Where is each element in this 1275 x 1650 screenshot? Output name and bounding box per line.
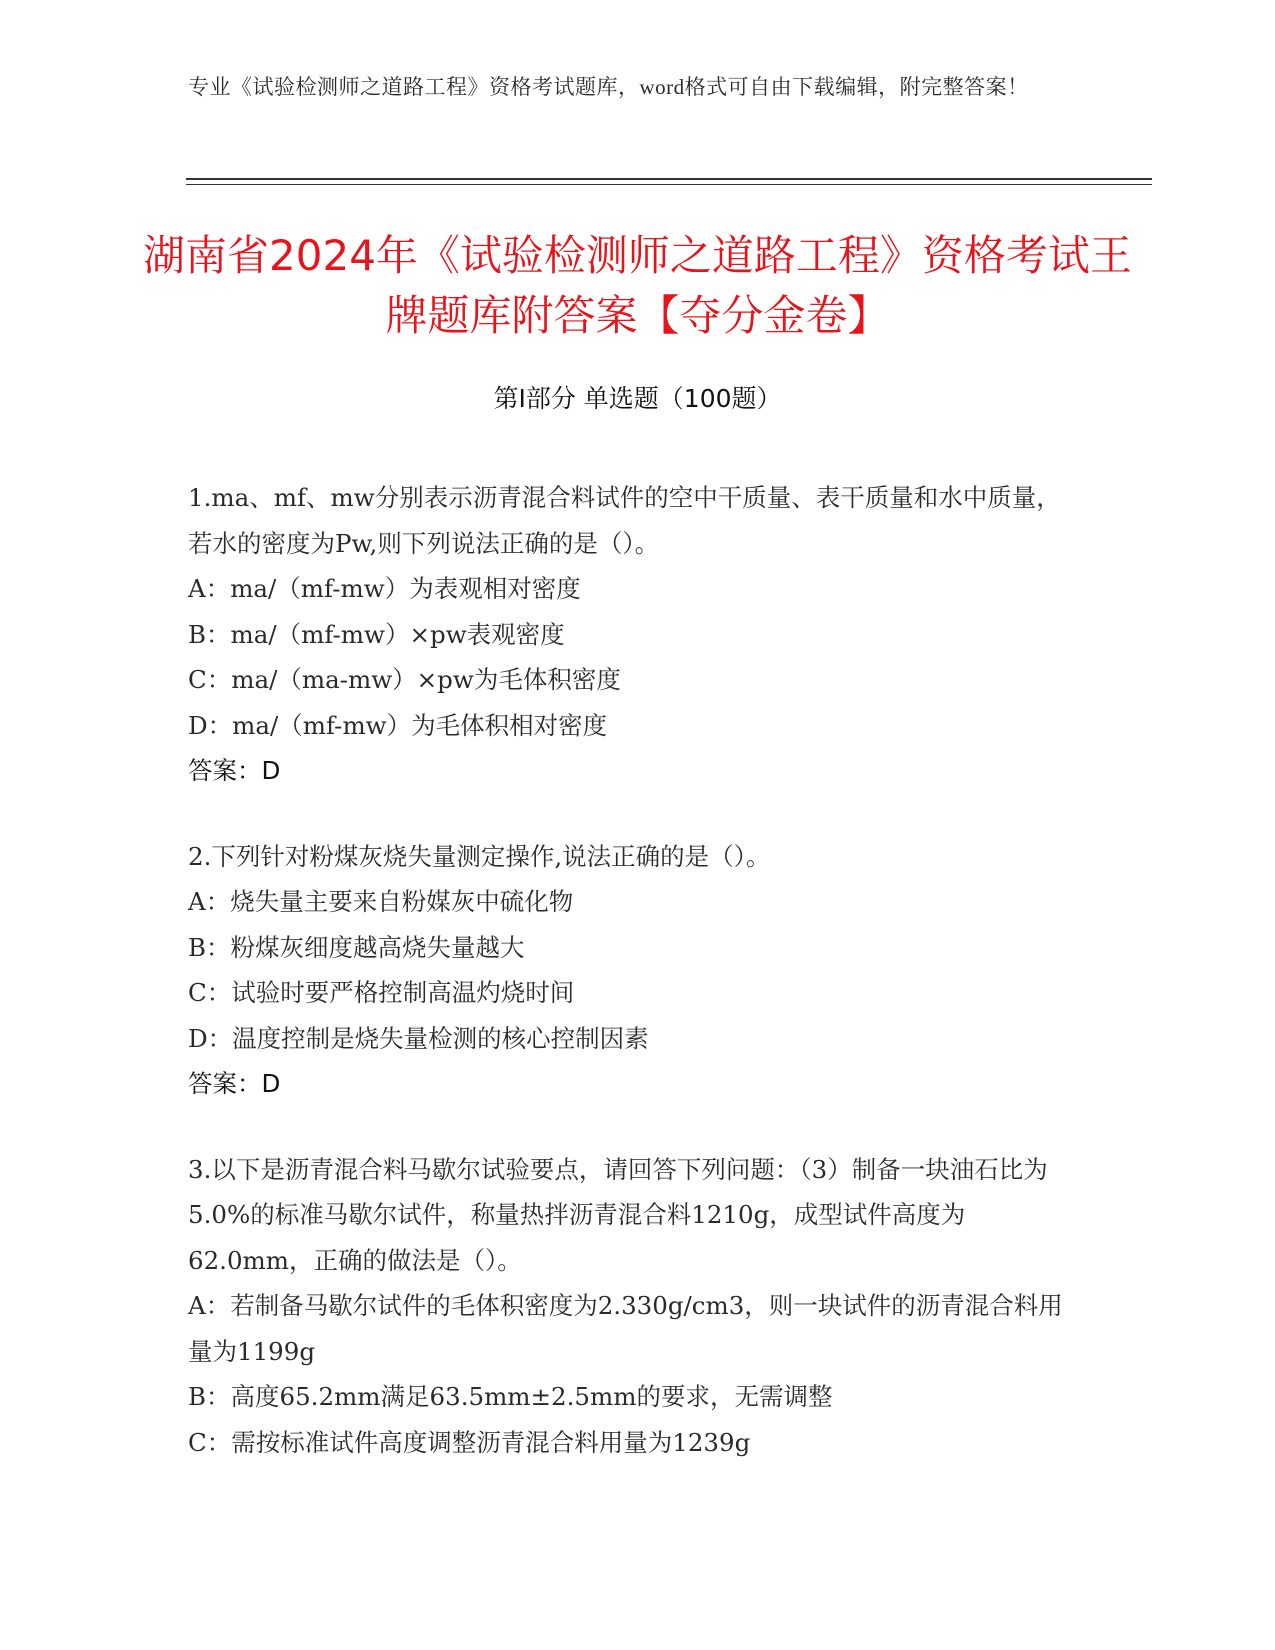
document-title: 湖南省2024年《试验检测师之道路工程》资格考试王牌题库附答案【夺分金卷】 — [143, 231, 1132, 340]
header-note: 专业《试验检测师之道路工程》资格考试题库，word格式可自由下载编辑，附完整答案！ — [188, 75, 1029, 99]
option-c: C：试验时要严格控制高温灼烧时间 — [188, 978, 575, 1007]
option-a: A：烧失量主要来自粉媒灰中硫化物 — [188, 887, 574, 916]
option-d: D：温度控制是烧失量检测的核心控制因素 — [188, 1023, 649, 1053]
header-divider-thin — [186, 184, 1152, 185]
question-2 — [188, 834, 1078, 1107]
option-b: B：高度65.2mm满足63.5mm±2.5mm的要求，无需调整 — [188, 1382, 833, 1411]
question-stem: 3.以下是沥青混合料马歇尔试验要点，请回答下列问题：（3）制备一块油石比为5.0%的标准马歇尔试件，称量热拌沥青混合料1210g，成型试件高度为62.0mm，正确的做法是（）。 — [188, 1154, 1048, 1275]
option-b: B：粉煤灰细度越高烧失量越大 — [188, 932, 525, 962]
option-a: A：若制备马歇尔试件的毛体积密度为2.330g/cm3，则一块试件的沥青混合料用量为1199g — [188, 1291, 1063, 1366]
section-heading: 第Ⅰ部分 单选题（100题） — [493, 384, 782, 413]
option-c: C：需按标准试件高度调整沥青混合料用量为1239g — [188, 1427, 751, 1457]
question-list — [188, 475, 1078, 1505]
option-c: C：ma/（ma-mw）×pw为毛体积密度 — [188, 665, 621, 694]
question-stem: 2.下列针对粉煤灰烧失量测定操作,说法正确的是（）。 — [188, 841, 771, 871]
option-a: A：ma/（mf-mw）为表观相对密度 — [188, 574, 581, 603]
question-1 — [188, 475, 1078, 794]
answer-line: 答案：D — [188, 1069, 281, 1098]
answer-line: 答案：D — [188, 756, 281, 785]
header-divider-thick — [186, 178, 1152, 180]
option-b: B：ma/（mf-mw）×pw表观密度 — [188, 619, 565, 649]
option-d: D：ma/（mf-mw）为毛体积相对密度 — [188, 710, 608, 740]
question-stem: 1.ma、mf、mw分别表示沥青混合料试件的空中干质量、表干质量和水中质量，若水的密度为Pw,则下列说法正确的是（）。 — [188, 483, 1061, 558]
question-3 — [188, 1147, 1078, 1466]
